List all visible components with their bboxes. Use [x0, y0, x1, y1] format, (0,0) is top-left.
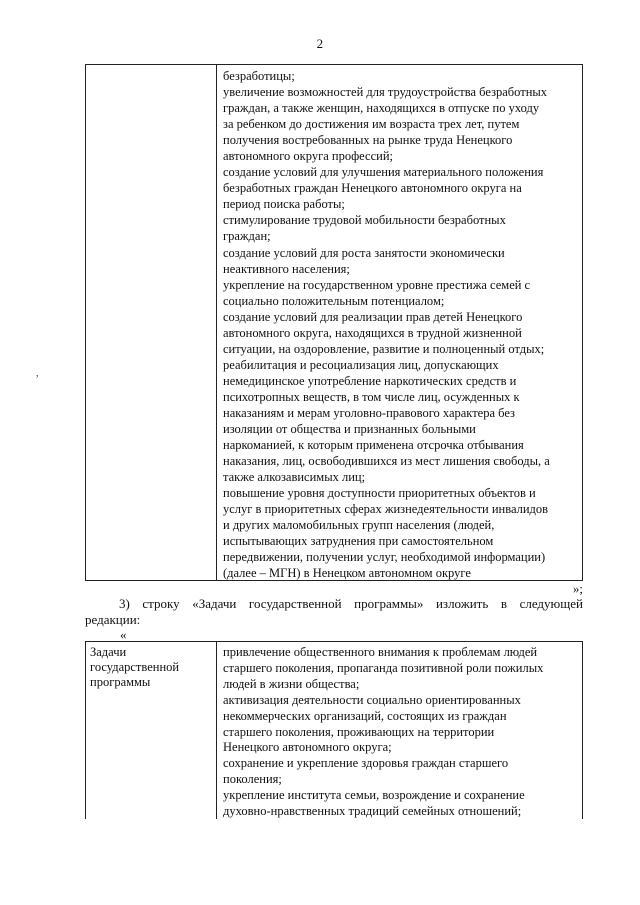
table1-line: автономного округа, находящихся в трудной жизненной: [223, 325, 522, 340]
table1-line: психотропных веществ, в том числе лиц, осужденных к: [223, 389, 520, 404]
table2-line: сохранение и укрепление здоровья граждан старшего: [223, 756, 509, 771]
table1-line: реабилитация и ресоциализация лиц, допускающих: [223, 357, 499, 372]
table1-line: безработных граждан Ненецкого автономного округа на: [223, 181, 522, 196]
table1-line: создание условий для улучшения материального положения: [223, 165, 544, 180]
amendment-paragraph-line-2: редакции:: [85, 611, 141, 627]
table1-line: услуг в приоритетных сферах жизнедеятельности инвалидов: [223, 502, 549, 517]
opening-quote: «: [120, 627, 127, 642]
table2-left-cell: [86, 642, 217, 819]
amendment-paragraph-line-1: 3) строку «Задачи государственной программы» изложить в следующей: [119, 596, 583, 611]
program-table-continued: [85, 64, 583, 581]
table1-line: (далее – МГН) в Ненецком автономном округе: [223, 566, 471, 581]
table2-line: людей в жизни общества;: [223, 676, 360, 691]
table1-line: изоляции от общества и признанных больными: [223, 422, 476, 437]
closing-quote: »;: [572, 581, 583, 596]
table2-line: Ненецкого автономного округа;: [223, 740, 392, 755]
table1-line: ситуации, на оздоровление, развитие и полноценный отдых;: [223, 341, 545, 356]
table1-line: испытывающих затруднения при самостоятельном: [223, 534, 494, 549]
table2-line: поколения;: [223, 772, 282, 787]
table2-line: духовно-нравственных традиций семейных отношений;: [223, 804, 522, 819]
table1-line: передвижении, получении услуг, необходимой информации): [223, 550, 546, 565]
table1-line: социально положительным потенциалом;: [223, 293, 445, 308]
table1-line: неактивного населения;: [223, 261, 350, 276]
table1-line: получения востребованных на рынке труда Ненецкого: [223, 133, 513, 148]
margin-mark: ,: [36, 368, 39, 379]
table1-line: безработицы;: [223, 69, 295, 83]
table2-row-label: программы: [90, 675, 151, 690]
table1-line: укрепление на государственном уровне престижа семей с: [223, 277, 531, 292]
table1-line: также алкозависимых лиц;: [223, 470, 366, 485]
table1-line: создание условий для роста занятости экономически: [223, 245, 505, 260]
table1-line: создание условий для реализации прав детей Ненецкого: [223, 309, 523, 324]
table1-line: немедицинское употребление наркотических средств и: [223, 373, 517, 388]
table2-line: привлечение общественного внимания к проблемам людей: [223, 645, 538, 659]
table1-line: наказаниям и мерам уголовно-правового характера без: [223, 405, 515, 420]
table1-line: и других маломобильных групп населения (людей,: [223, 518, 495, 533]
table2-right-cell: [217, 642, 582, 819]
table1-right-cell: [217, 65, 582, 580]
table1-line: период поиска работы;: [223, 197, 345, 212]
page-number: 2: [316, 36, 324, 51]
table2-line: укрепление института семьи, возрождение и сохранение: [223, 788, 525, 803]
program-tasks-table: [85, 641, 583, 819]
table1-line: автономного округа профессий;: [223, 149, 393, 164]
table1-line: стимулирование трудовой мобильности безработных: [223, 213, 506, 228]
table1-line: наркоманией, к которым применена отсрочка отбывания: [223, 438, 524, 453]
table1-left-cell: [86, 65, 217, 580]
table2-line: активизация деятельности социально ориентированных: [223, 692, 521, 707]
table2-row-label: Задачи: [90, 645, 127, 659]
amendment-paragraph: [85, 596, 583, 627]
table2-line: старшего поколения, пропаганда позитивной роли пожилых: [223, 660, 544, 675]
table1-line: за ребенком до достижения им возраста трех лет, путем: [223, 117, 520, 132]
table2-line: некоммерческих организаций, состоящих из граждан: [223, 708, 507, 723]
table1-line: увеличение возможностей для трудоустройства безработных: [223, 85, 548, 100]
table2-line: старшего поколения, проживающих на территории: [223, 724, 495, 739]
table1-line: наказания, лиц, освободившихся из мест лишения свободы, а: [223, 454, 550, 469]
table1-line: граждан;: [223, 229, 271, 244]
table1-line: граждан, а также женщин, находящихся в отпуске по уходу: [223, 101, 540, 116]
table1-line: повышение уровня доступности приоритетных объектов и: [223, 486, 536, 501]
table2-row-label: государственной: [90, 660, 180, 675]
